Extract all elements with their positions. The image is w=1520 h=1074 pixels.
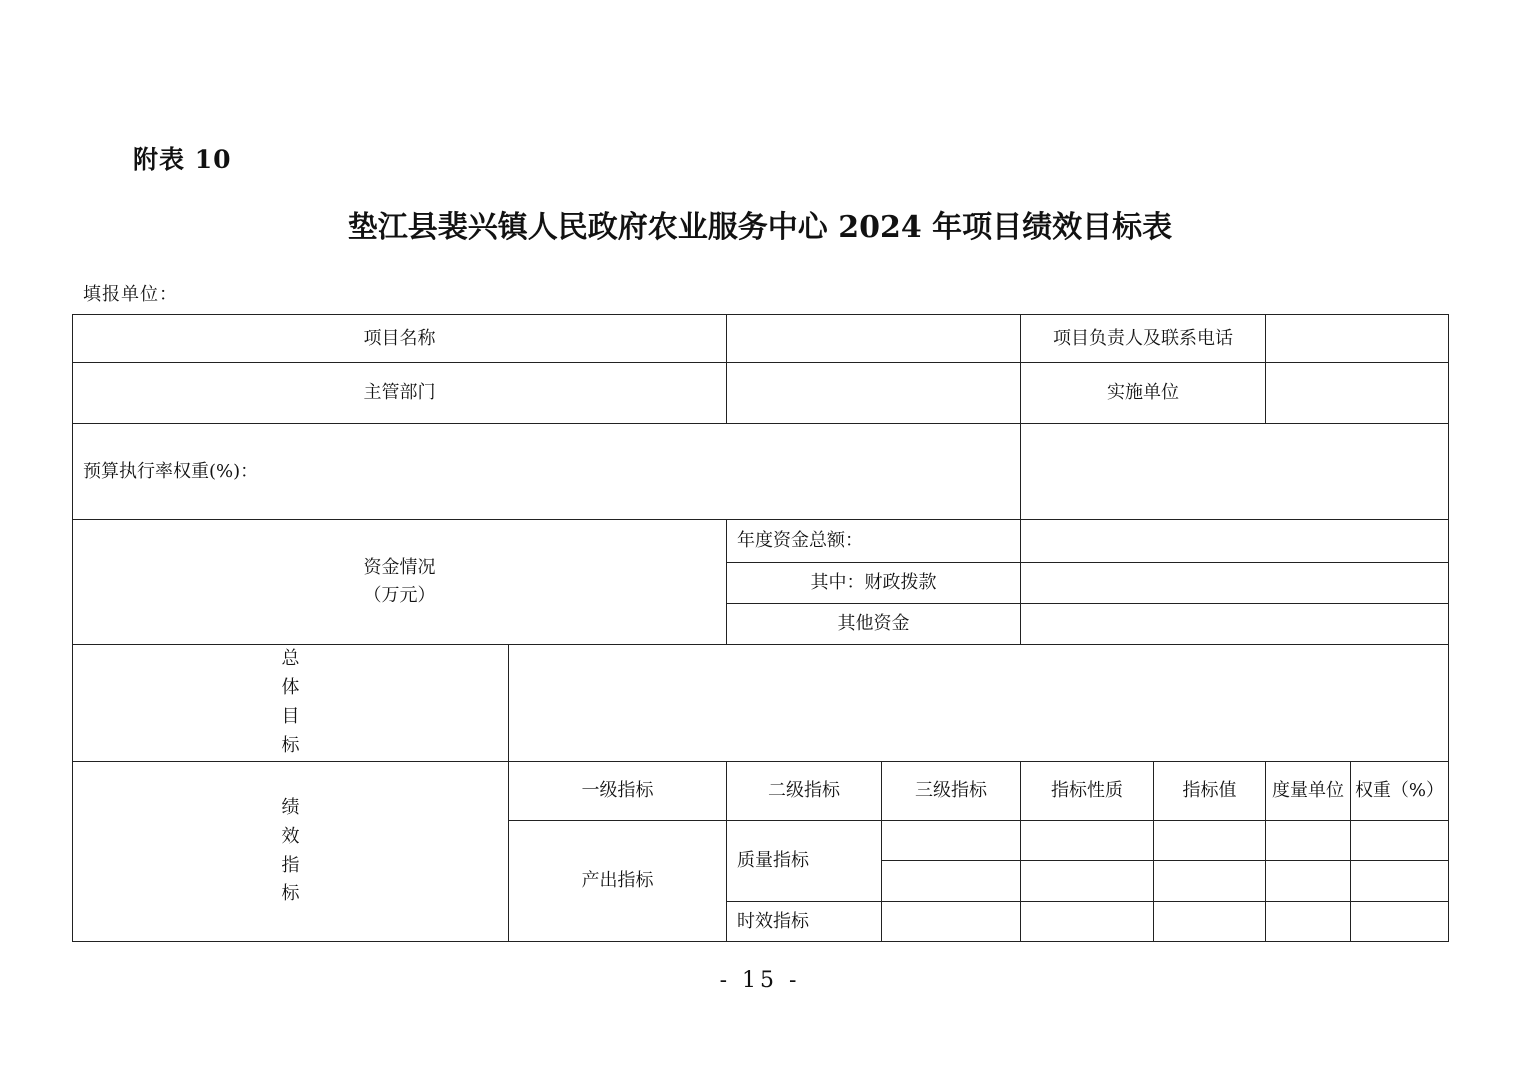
cell-nature[interactable] [1021, 902, 1154, 942]
cell-unit[interactable] [1266, 861, 1351, 902]
cell-value[interactable] [1154, 861, 1266, 902]
row-departments [73, 363, 1449, 424]
funds-label: 资金情况 [363, 557, 436, 579]
funds-unit: （万元） [363, 585, 436, 606]
quality-indicator-label: 质量指标 [727, 821, 882, 902]
budget-rate-label: 预算执行率权重(%)： [73, 424, 1021, 520]
budget-rate-field[interactable] [1021, 424, 1449, 520]
fiscal-field[interactable] [1021, 563, 1449, 604]
other-funds-field[interactable] [1021, 604, 1449, 645]
cell-nature[interactable] [1021, 861, 1154, 902]
performance-target-table [72, 314, 1449, 942]
row-overall-goal [73, 645, 1449, 762]
overall-goal-label-cell [73, 645, 509, 762]
header-unit: 度量单位 [1266, 762, 1351, 821]
cell-weight[interactable] [1351, 861, 1449, 902]
implementing-unit-label: 实施单位 [1021, 363, 1266, 424]
project-name-field[interactable] [727, 315, 1021, 363]
page-title: 垫江县裴兴镇人民政府农业服务中心 2024 年项目绩效目标表 [347, 210, 1173, 245]
filling-unit-label: 填报单位： [83, 284, 178, 305]
timeliness-indicator-label: 时效指标 [727, 902, 882, 942]
annual-total-field[interactable] [1021, 520, 1449, 563]
cell-unit[interactable] [1266, 821, 1351, 861]
perf-indicator-label: 绩效指标 [281, 796, 300, 905]
overall-goal-label: 总体目标 [281, 648, 300, 756]
row-annual-total [73, 520, 1449, 563]
funds-label-cell [73, 520, 727, 645]
row-indicator-headers [73, 762, 1449, 821]
cell-nature[interactable] [1021, 821, 1154, 861]
project-name-label: 项目名称 [73, 315, 727, 363]
cell-weight[interactable] [1351, 821, 1449, 861]
overall-goal-field[interactable] [509, 645, 1449, 762]
fiscal-label: 其中：财政拨款 [727, 563, 1021, 604]
other-funds-label: 其他资金 [727, 604, 1021, 645]
header-weight: 权重（%） [1351, 762, 1449, 821]
perf-label-cell [73, 762, 509, 942]
competent-dept-label: 主管部门 [73, 363, 727, 424]
project-leader-label: 项目负责人及联系电话 [1021, 315, 1266, 363]
row-budget-rate [73, 424, 1449, 520]
cell-level3[interactable] [882, 861, 1021, 902]
cell-level3[interactable] [882, 902, 1021, 942]
implementing-unit-field[interactable] [1266, 363, 1449, 424]
header-value: 指标值 [1154, 762, 1266, 821]
cell-level3[interactable] [882, 821, 1021, 861]
annual-total-label: 年度资金总额： [727, 520, 1021, 563]
project-leader-field[interactable] [1266, 315, 1449, 363]
row-project-name [73, 315, 1449, 363]
header-nature: 指标性质 [1021, 762, 1154, 821]
cell-value[interactable] [1154, 821, 1266, 861]
cell-value[interactable] [1154, 902, 1266, 942]
output-indicator-label: 产出指标 [509, 821, 727, 942]
header-level2: 二级指标 [727, 762, 882, 821]
page-number: - 15 - [719, 968, 801, 993]
competent-dept-field[interactable] [727, 363, 1021, 424]
annex-label: 附表 10 [133, 145, 232, 174]
cell-unit[interactable] [1266, 902, 1351, 942]
header-level3: 三级指标 [882, 762, 1021, 821]
cell-weight[interactable] [1351, 902, 1449, 942]
header-level1: 一级指标 [509, 762, 727, 821]
